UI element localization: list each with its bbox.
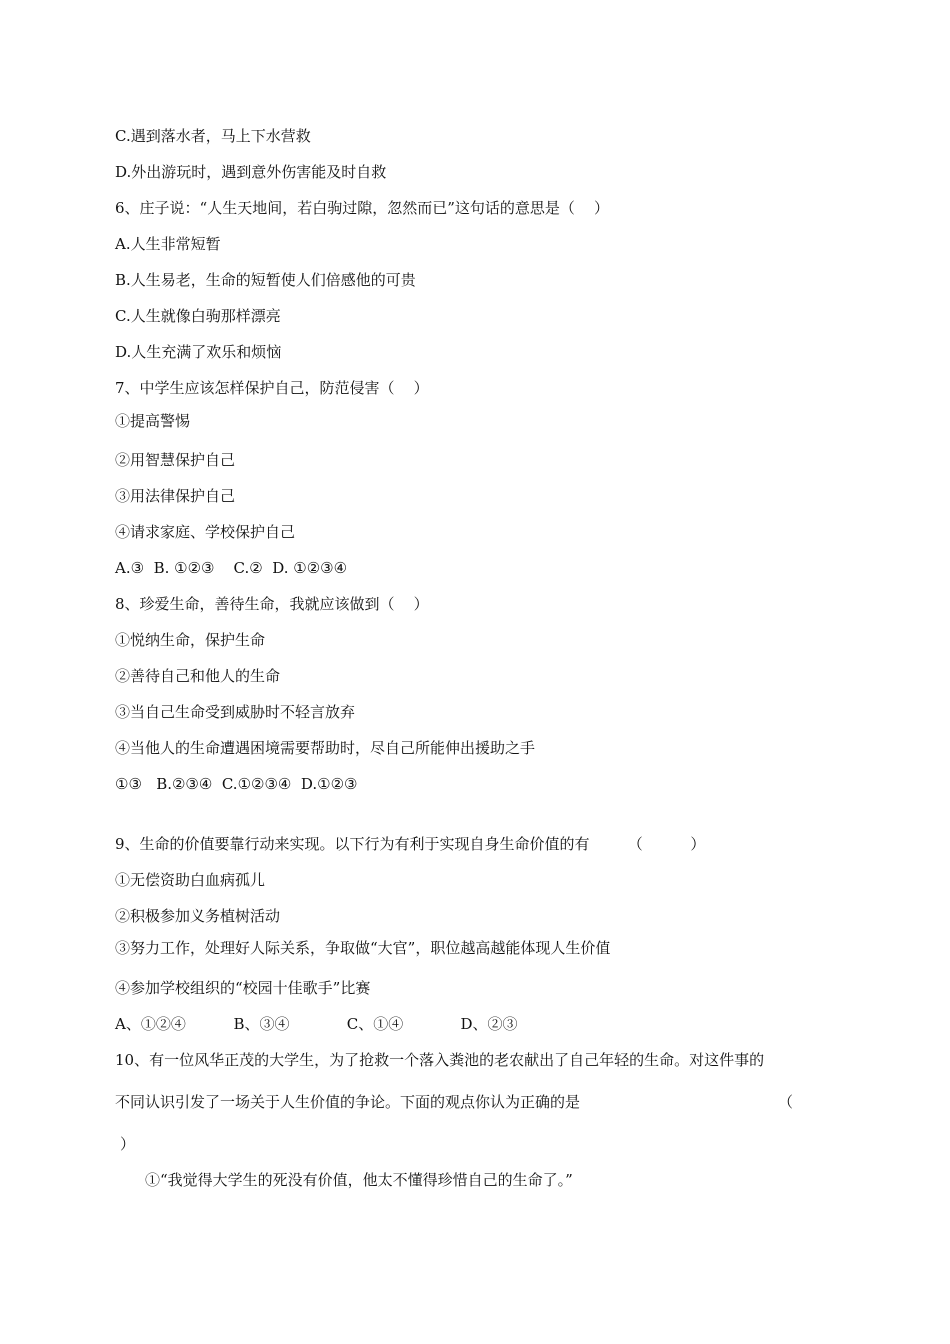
option-5c: C.遇到落水者，马上下水营救 xyxy=(115,127,311,145)
item-8-4: ④当他人的生命遭遇困境需要帮助时，尽自己所能伸出援助之手 xyxy=(115,739,536,757)
item-8-1: ①悦纳生命，保护生命 xyxy=(115,631,266,649)
option-5d: D.外出游玩时，遇到意外伤害能及时自救 xyxy=(115,163,387,181)
item-10-1: ①“我觉得大学生的死没有价值，他太不懂得珍惜自己的生命了。” xyxy=(145,1171,573,1189)
item-7-3: ③用法律保护自己 xyxy=(115,487,236,505)
item-9-3: ③努力工作，处理好人际关系，争取做“大官”，职位越高越能体现人生价值 xyxy=(115,939,611,957)
item-9-2: ②积极参加义务植树活动 xyxy=(115,907,281,925)
question-10-line2: 不同认识引发了一场关于人生价值的争论。下面的观点你认为正确的是 xyxy=(115,1093,581,1111)
options-9: A、①②④ B、③④ C、①④ D、②③ xyxy=(115,1015,518,1033)
item-7-4: ④请求家庭、学校保护自己 xyxy=(115,523,296,541)
item-8-2: ②善待自己和他人的生命 xyxy=(115,667,281,685)
question-10-line1: 10、有一位风华正茂的大学生，为了抢救一个落入粪池的老农献出了自己年轻的生命。对这件事的 xyxy=(115,1051,765,1069)
question-6: 6、庄子说：“人生天地间，若白驹过隙，忽然而已”这句话的意思是（ ） xyxy=(115,199,609,217)
item-8-3: ③当自己生命受到威胁时不轻言放弃 xyxy=(115,703,356,721)
question-8: 8、珍爱生命，善待生命，我就应该做到（ ） xyxy=(115,595,429,613)
question-9: 9、生命的价值要靠行动来实现。以下行为有利于实现自身生命价值的有 （ ） xyxy=(115,835,706,853)
option-6b: B.人生易老，生命的短暂使人们倍感他的可贵 xyxy=(115,271,416,289)
item-7-2: ②用智慧保护自己 xyxy=(115,451,236,469)
answer-paren-open: （ xyxy=(778,1093,794,1111)
option-6a: A.人生非常短暂 xyxy=(115,235,221,253)
options-7: A.③ B. ①②③ C.② D. ①②③④ xyxy=(115,559,348,577)
item-9-4: ④参加学校组织的“校园十佳歌手”比赛 xyxy=(115,979,371,997)
question-7: 7、中学生应该怎样保护自己，防范侵害（ ） xyxy=(115,379,429,397)
option-6c: C.人生就像白驹那样漂亮 xyxy=(115,307,281,325)
option-6d: D.人生充满了欢乐和烦恼 xyxy=(115,343,282,361)
item-9-1: ①无偿资助白血病孤儿 xyxy=(115,871,266,889)
item-7-1: ①提高警惕 xyxy=(115,412,191,430)
options-8: ①③ B.②③④ C.①②③④ D.①②③ xyxy=(115,775,358,793)
answer-paren-close: ） xyxy=(120,1135,136,1153)
